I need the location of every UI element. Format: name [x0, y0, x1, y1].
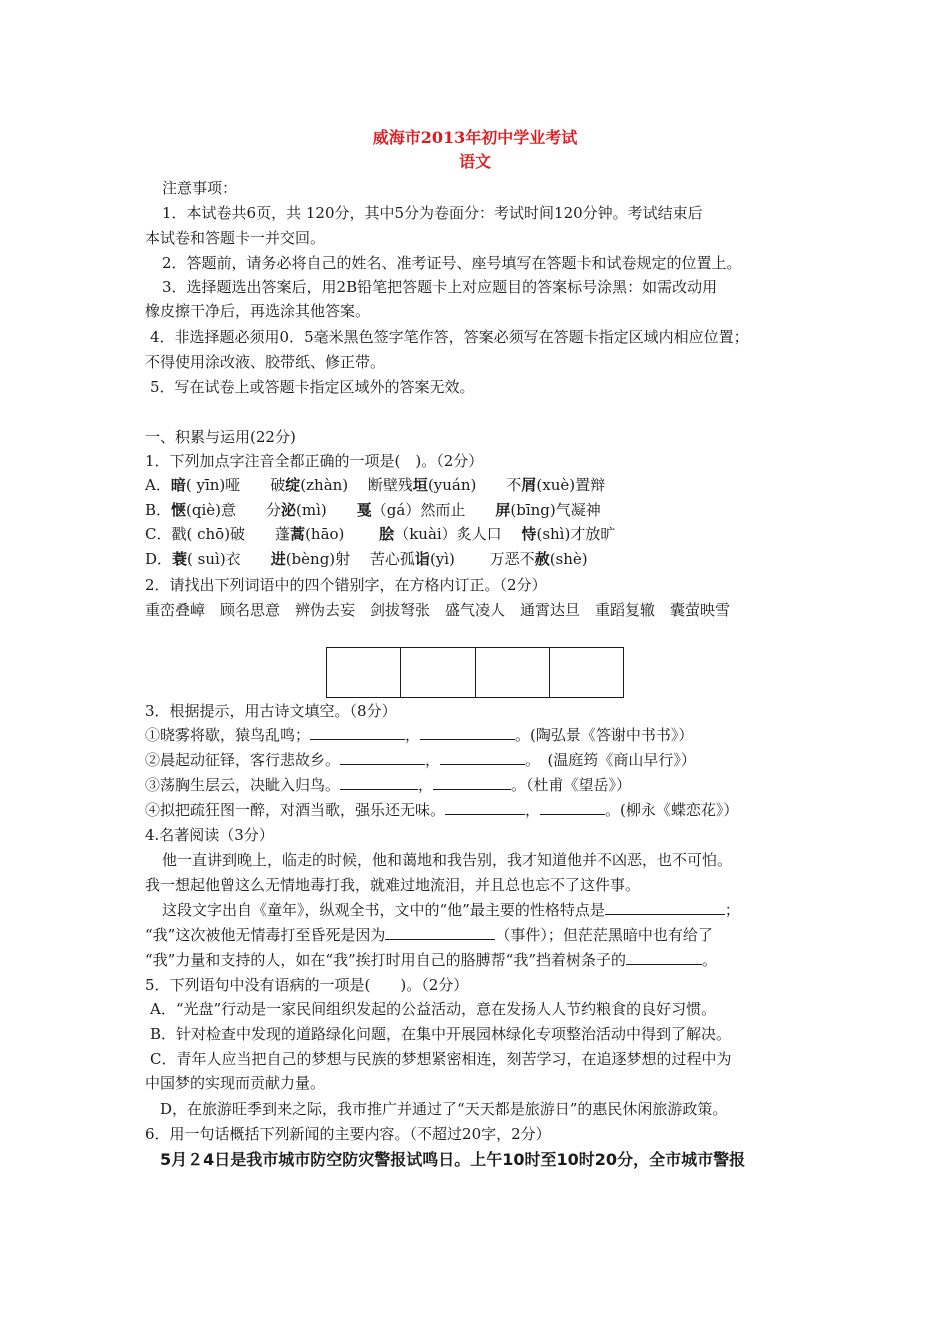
- notice-item-1-cont: 本试卷和答题卡一并交回。: [145, 229, 326, 247]
- answer-blank[interactable]: [340, 750, 425, 765]
- answer-blank[interactable]: [626, 950, 702, 965]
- answer-blank[interactable]: [445, 800, 525, 815]
- section-heading: 一、积累与运用(22分): [145, 428, 296, 446]
- answer-blank[interactable]: [540, 800, 605, 815]
- q3-line-4: ④拟把疏狂图一醉，对酒当歌，强乐还无味。 ， 。(柳永《蝶恋花》）: [145, 801, 739, 819]
- correction-box-4[interactable]: [550, 648, 623, 697]
- q5-option-a: A．“光盘”行动是一家民间组织发起的公益活动，意在发扬人人节约粮食的良好习惯。: [150, 1000, 717, 1018]
- exam-title: 威海市2013年初中学业考试: [372, 128, 578, 147]
- notice-item-1: 1．本试卷共6页，共 120分，其中5分为卷面分：考试时间120分钟。考试结束后: [162, 204, 703, 222]
- correction-box-3[interactable]: [476, 648, 550, 697]
- q4-question-3: “我”力量和支持的人，如在“我”挨打时用自己的胳膊帮“我”挡着树条子的 。: [145, 951, 718, 969]
- q1-option-c: C．戳( chō)破 蓬蒿(hāo) 脍（kuài）炙人口 恃(shì)才放旷: [145, 525, 616, 543]
- notice-item-2: 2．答题前，请务必将自己的姓名、准考证号、座号填写在答题卡和试卷规定的位置上。: [162, 254, 742, 272]
- exam-subject: 语文: [458, 152, 491, 171]
- q1-option-b: B．惬(qiè)意 分泌(mì) 戛（gá）然而止 屏(bīng)气凝神: [145, 501, 601, 519]
- q5-option-c-cont: 中国梦的实现而贡献力量。: [145, 1074, 326, 1092]
- notice-item-3: 3．选择题选出答案后，用2B铅笔把答题卡上对应题目的答案标号涂黑：如需改动用: [162, 278, 718, 296]
- answer-blank[interactable]: [433, 775, 511, 790]
- answer-blank[interactable]: [605, 900, 725, 915]
- answer-blank[interactable]: [440, 750, 525, 765]
- q2-words: 重峦叠嶂 顾名思意 辨伪去妄 剑拔弩张 盛气凌人 通霄达旦 重蹈复辙 囊萤映雪: [145, 601, 731, 619]
- q3-line-2: ②晨起动征铎，客行悲故乡。 ， 。 (温庭筠《商山早行》）: [145, 751, 696, 769]
- q1-stem: 1．下列加点字注音全都正确的一项是( )。（2分）: [145, 452, 484, 470]
- answer-blank[interactable]: [310, 725, 405, 740]
- q1-option-d: D．蓑( suì)衣 进(bèng)射 苦心孤诣(yì) 万恶不赦(shè): [145, 550, 588, 568]
- q6-stem: 6．用一句话概括下列新闻的主要内容。（不超过20字，2分）: [145, 1125, 551, 1143]
- q5-stem: 5．下列语句中没有语病的一项是( )。（2分）: [145, 976, 469, 994]
- answer-blank[interactable]: [420, 725, 515, 740]
- q3-stem: 3．根据提示，用古诗文填空。（8分）: [145, 702, 397, 720]
- q4-stem: 4.名著阅读（3分）: [145, 826, 274, 844]
- notice-item-5: 5．写在试卷上或答题卡指定区域外的答案无效。: [150, 378, 475, 396]
- q1-option-a: A．暗( yīn)哑 破绽(zhàn) 断壁残垣(yuán) 不屑(xuè)置辩: [145, 476, 606, 494]
- q4-question-1: 这段文字出自《童年》，纵观全书，文中的“他”最主要的性格特点是 ；: [162, 901, 740, 919]
- notice-item-3-cont: 橡皮擦干净后，再选涂其他答案。: [145, 302, 371, 320]
- q5-option-d: D，在旅游旺季到来之际，我市推广并通过了“天天都是旅游日”的惠民休闲旅游政策。: [160, 1100, 728, 1118]
- q4-question-2: “我”这次被他无情毒打至昏死是因为 （事件）；但茫茫黑暗中也有给了: [145, 926, 713, 944]
- q3-line-3: ③荡胸生层云，决眦入归鸟。 ， 。（杜甫《望岳》）: [145, 776, 632, 794]
- notice-item-4: 4．非选择题必须用0．5毫米黑色签字笔作答，答案必须写在答题卡指定区域内相应位置；: [150, 328, 749, 346]
- answer-blank[interactable]: [385, 925, 495, 940]
- correction-box-1[interactable]: [327, 648, 401, 697]
- notice-item-4-cont: 不得使用涂改液、胶带纸、修正带。: [145, 353, 386, 371]
- correction-box-2[interactable]: [401, 648, 475, 697]
- q6-news-text: 5月２4日是我市城市防空防灾警报试鸣日。上午10时至10时20分，全市城市警报: [160, 1150, 746, 1169]
- correction-grid: [326, 647, 624, 698]
- q5-option-c: C．青年人应当把自己的梦想与民族的梦想紧密相连，刻苦学习，在追逐梦想的过程中为: [150, 1050, 732, 1068]
- q4-passage-1: 他一直讲到晚上，临走的时候，他和蔼地和我告别，我才知道他并不凶恶，也不可怕。: [162, 851, 733, 869]
- answer-blank[interactable]: [340, 775, 418, 790]
- notice-heading: 注意事项：: [162, 179, 238, 197]
- q2-stem: 2．请找出下列词语中的四个错别字，在方格内订正。（2分）: [145, 576, 547, 594]
- q3-line-1: ①晓雾将歇，猿鸟乱鸣； ， 。(陶弘景《答谢中书书》）: [145, 726, 694, 744]
- q5-option-b: B．针对检查中发现的道路绿化问题，在集中开展园林绿化专项整治活动中得到了解决。: [150, 1025, 732, 1043]
- q4-passage-2: 我一想起他曾这么无情地毒打我，就难过地流泪，并且总也忘不了这件事。: [145, 876, 641, 894]
